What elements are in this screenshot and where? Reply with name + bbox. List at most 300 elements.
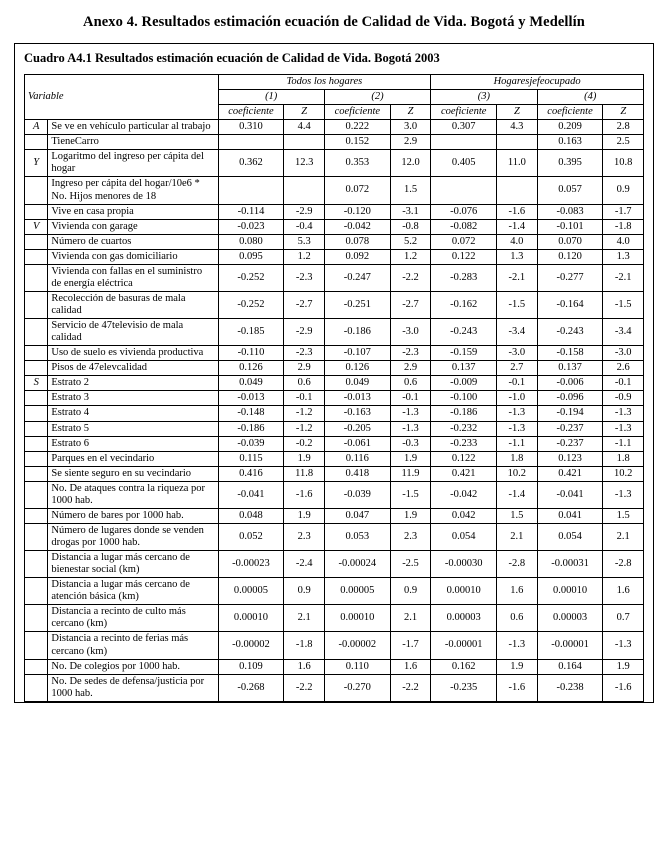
header-model-1: (1): [218, 90, 324, 105]
cell-z1: 11.8: [284, 466, 324, 481]
table-head: [25, 75, 644, 120]
cell-z2: 2.9: [390, 135, 430, 150]
cell-z4: 2.1: [603, 523, 644, 550]
cell-z2: 2.3: [390, 523, 430, 550]
cell-c4: -0.194: [537, 406, 603, 421]
cell-c2: 0.116: [324, 451, 390, 466]
cell-c2: -0.039: [324, 481, 390, 508]
row-group-label: [25, 249, 48, 264]
cell-z2: 12.0: [390, 150, 430, 177]
header-z-2: Z: [390, 105, 430, 120]
cell-c3: 0.307: [431, 120, 497, 135]
cell-c4: 0.070: [537, 234, 603, 249]
cell-z1: -1.6: [284, 481, 324, 508]
cell-c1: -0.185: [218, 319, 284, 346]
row-variable-name: No. De colegios por 1000 hab.: [48, 659, 218, 674]
cell-z3: -0.1: [497, 376, 537, 391]
results-table: [24, 74, 644, 702]
table-row: [25, 481, 644, 508]
row-group-label: [25, 436, 48, 451]
cell-c3: 0.00003: [431, 605, 497, 632]
cell-z3: -2.8: [497, 551, 537, 578]
row-group-label: [25, 234, 48, 249]
cell-c3: -0.159: [431, 346, 497, 361]
cell-z4: 1.9: [603, 659, 644, 674]
cell-c4: -0.158: [537, 346, 603, 361]
cell-z4: -1.3: [603, 406, 644, 421]
cell-c2: 0.418: [324, 466, 390, 481]
table-row: [25, 551, 644, 578]
header-variable: Variable: [25, 75, 219, 120]
cell-z3: -1.3: [497, 632, 537, 659]
cell-c3: 0.122: [431, 451, 497, 466]
header-model-2: (2): [324, 90, 430, 105]
row-group-label: [25, 551, 48, 578]
cell-z1: -2.3: [284, 264, 324, 291]
row-variable-name: Ingreso per cápita del hogar/10e6 * No. Hijos menores de 18: [48, 177, 218, 204]
cell-z4: 0.7: [603, 605, 644, 632]
cell-z2: -2.3: [390, 346, 430, 361]
table-container: [14, 43, 654, 703]
row-variable-name: Recolección de basuras de mala calidad: [48, 291, 218, 318]
cell-z3: 1.9: [497, 659, 537, 674]
row-variable-name: Se siente seguro en su vecindario: [48, 466, 218, 481]
row-group-label: [25, 406, 48, 421]
cell-z4: -0.9: [603, 391, 644, 406]
cell-z1: -1.2: [284, 421, 324, 436]
cell-c3: 0.054: [431, 523, 497, 550]
row-group-label: [25, 135, 48, 150]
cell-z1: 2.3: [284, 523, 324, 550]
header-coef-3: coeficiente: [431, 105, 497, 120]
table-row: [25, 150, 644, 177]
header-row-groups: [25, 75, 644, 90]
row-variable-name: TieneCarro: [48, 135, 218, 150]
row-group-label: [25, 264, 48, 291]
table-row: [25, 508, 644, 523]
cell-z4: 1.6: [603, 578, 644, 605]
table-row: [25, 466, 644, 481]
cell-z4: -3.4: [603, 319, 644, 346]
cell-c4: -0.164: [537, 291, 603, 318]
cell-c4: -0.006: [537, 376, 603, 391]
cell-z3: -1.4: [497, 481, 537, 508]
page-title: Anexo 4. Resultados estimación ecuación de Calidad de Vida. Bogotá y Medellín: [83, 14, 585, 30]
cell-z3: -1.5: [497, 291, 537, 318]
cell-z2: 1.2: [390, 249, 430, 264]
cell-c1: -0.039: [218, 436, 284, 451]
cell-z2: -1.5: [390, 481, 430, 508]
row-variable-name: Vivienda con garage: [48, 219, 218, 234]
cell-c4: -0.00031: [537, 551, 603, 578]
cell-c3: -0.076: [431, 204, 497, 219]
cell-z4: -2.8: [603, 551, 644, 578]
cell-c4: 0.421: [537, 466, 603, 481]
table-row: [25, 421, 644, 436]
cell-z4: -0.1: [603, 376, 644, 391]
cell-c3: -0.232: [431, 421, 497, 436]
row-variable-name: Número de lugares donde se venden drogas por 1000 hab.: [48, 523, 218, 550]
row-group-label: [25, 391, 48, 406]
cell-c2: 0.00005: [324, 578, 390, 605]
row-variable-name: Estrato 2: [48, 376, 218, 391]
cell-c4: -0.238: [537, 674, 603, 701]
cell-c2: -0.247: [324, 264, 390, 291]
cell-z3: -2.1: [497, 264, 537, 291]
cell-z2: 0.9: [390, 578, 430, 605]
cell-c4: 0.395: [537, 150, 603, 177]
cell-c4: -0.237: [537, 436, 603, 451]
cell-c1: 0.115: [218, 451, 284, 466]
cell-z2: -0.8: [390, 219, 430, 234]
cell-c2: -0.013: [324, 391, 390, 406]
cell-c3: 0.421: [431, 466, 497, 481]
cell-c4: -0.277: [537, 264, 603, 291]
cell-c1: -0.00023: [218, 551, 284, 578]
cell-c3: -0.042: [431, 481, 497, 508]
cell-c2: -0.205: [324, 421, 390, 436]
cell-z4: -1.8: [603, 219, 644, 234]
cell-z1: -0.2: [284, 436, 324, 451]
cell-z2: -2.5: [390, 551, 430, 578]
cell-z1: -1.8: [284, 632, 324, 659]
cell-c1: -0.110: [218, 346, 284, 361]
row-group-label: [25, 632, 48, 659]
cell-c1: -0.013: [218, 391, 284, 406]
cell-z2: 5.2: [390, 234, 430, 249]
row-group-label: [25, 421, 48, 436]
cell-z4: 1.8: [603, 451, 644, 466]
cell-c1: -0.00002: [218, 632, 284, 659]
cell-c1: -0.023: [218, 219, 284, 234]
cell-c3: -0.100: [431, 391, 497, 406]
cell-c1: 0.049: [218, 376, 284, 391]
row-variable-name: Distancia a recinto de ferias más cercano (km): [48, 632, 218, 659]
table-row: [25, 451, 644, 466]
cell-z1: 2.9: [284, 361, 324, 376]
row-variable-name: Parques en el vecindario: [48, 451, 218, 466]
cell-z1: -2.2: [284, 674, 324, 701]
row-variable-name: Vivienda con gas domiciliario: [48, 249, 218, 264]
cell-c4: 0.164: [537, 659, 603, 674]
cell-z2: -2.2: [390, 264, 430, 291]
cell-z3: 1.3: [497, 249, 537, 264]
row-variable-name: Uso de suelo es vivienda productiva: [48, 346, 218, 361]
cell-c4: 0.054: [537, 523, 603, 550]
row-variable-name: Estrato 5: [48, 421, 218, 436]
cell-c1: 0.00005: [218, 578, 284, 605]
table-row: [25, 674, 644, 701]
cell-z2: 1.9: [390, 508, 430, 523]
row-variable-name: Estrato 4: [48, 406, 218, 421]
cell-c4: 0.137: [537, 361, 603, 376]
cell-c1: -0.186: [218, 421, 284, 436]
row-group-label: Y: [25, 150, 48, 177]
cell-c1: 0.048: [218, 508, 284, 523]
row-group-label: [25, 466, 48, 481]
cell-z2: -2.7: [390, 291, 430, 318]
row-group-label: S: [25, 376, 48, 391]
cell-z4: -1.7: [603, 204, 644, 219]
cell-c1: 0.310: [218, 120, 284, 135]
cell-c2: 0.047: [324, 508, 390, 523]
cell-c2: -0.270: [324, 674, 390, 701]
table-row: [25, 219, 644, 234]
cell-c2: 0.00010: [324, 605, 390, 632]
cell-z4: -3.0: [603, 346, 644, 361]
cell-z4: 1.3: [603, 249, 644, 264]
cell-c2: -0.163: [324, 406, 390, 421]
table-row: [25, 135, 644, 150]
cell-c4: -0.243: [537, 319, 603, 346]
cell-c3: -0.283: [431, 264, 497, 291]
cell-z4: 10.2: [603, 466, 644, 481]
cell-z3: -3.4: [497, 319, 537, 346]
cell-c2: -0.120: [324, 204, 390, 219]
cell-z3: -1.0: [497, 391, 537, 406]
cell-c2: -0.186: [324, 319, 390, 346]
cell-z3: -1.1: [497, 436, 537, 451]
row-group-label: [25, 508, 48, 523]
cell-c4: 0.123: [537, 451, 603, 466]
cell-c1: 0.052: [218, 523, 284, 550]
cell-c4: 0.209: [537, 120, 603, 135]
row-variable-name: Pisos de 47elevcalidad: [48, 361, 218, 376]
header-group-todos: Todos los hogares: [218, 75, 431, 90]
header-z-4: Z: [603, 105, 644, 120]
cell-z4: 2.6: [603, 361, 644, 376]
cell-z2: 2.9: [390, 361, 430, 376]
row-variable-name: Estrato 6: [48, 436, 218, 451]
cell-c2: 0.049: [324, 376, 390, 391]
table-row: [25, 406, 644, 421]
row-group-label: [25, 204, 48, 219]
cell-c4: 0.00003: [537, 605, 603, 632]
cell-z3: -1.3: [497, 421, 537, 436]
cell-c2: -0.107: [324, 346, 390, 361]
cell-z3: -1.6: [497, 204, 537, 219]
row-group-label: [25, 346, 48, 361]
cell-c4: -0.00001: [537, 632, 603, 659]
cell-z1: 1.6: [284, 659, 324, 674]
row-group-label: [25, 361, 48, 376]
table-row: [25, 632, 644, 659]
header-group-hogares-jefe: Hogaresjefeocupado: [431, 75, 644, 90]
cell-c1: 0.416: [218, 466, 284, 481]
row-variable-name: Vive en casa propia: [48, 204, 218, 219]
cell-z2: -0.3: [390, 436, 430, 451]
row-variable-name: Distancia a lugar más cercano de bienestar social (km): [48, 551, 218, 578]
cell-c2: 0.222: [324, 120, 390, 135]
cell-c3: 0.072: [431, 234, 497, 249]
cell-z1: 1.9: [284, 451, 324, 466]
cell-c3: -0.082: [431, 219, 497, 234]
cell-z2: 3.0: [390, 120, 430, 135]
cell-c2: 0.078: [324, 234, 390, 249]
cell-z3: [497, 177, 537, 204]
cell-z1: -2.9: [284, 204, 324, 219]
row-variable-name: Distancia a lugar más cercano de atención básica (km): [48, 578, 218, 605]
cell-z1: 1.9: [284, 508, 324, 523]
cell-z2: -3.1: [390, 204, 430, 219]
row-group-label: [25, 578, 48, 605]
cell-c1: 0.362: [218, 150, 284, 177]
cell-c1: -0.148: [218, 406, 284, 421]
row-group-label: [25, 523, 48, 550]
cell-c1: 0.00010: [218, 605, 284, 632]
cell-z3: 4.3: [497, 120, 537, 135]
cell-c3: 0.162: [431, 659, 497, 674]
cell-z2: 0.6: [390, 376, 430, 391]
table-row: [25, 376, 644, 391]
cell-c4: -0.096: [537, 391, 603, 406]
cell-c4: 0.120: [537, 249, 603, 264]
cell-z2: -1.3: [390, 406, 430, 421]
cell-c2: 0.353: [324, 150, 390, 177]
cell-z4: 1.5: [603, 508, 644, 523]
cell-c2: -0.00002: [324, 632, 390, 659]
cell-c3: 0.00010: [431, 578, 497, 605]
cell-z1: 0.9: [284, 578, 324, 605]
cell-c1: -0.252: [218, 264, 284, 291]
cell-c1: 0.080: [218, 234, 284, 249]
cell-z3: -1.6: [497, 674, 537, 701]
cell-z4: 2.8: [603, 120, 644, 135]
cell-c1: -0.114: [218, 204, 284, 219]
cell-z2: -2.2: [390, 674, 430, 701]
cell-z3: 2.1: [497, 523, 537, 550]
table-row: [25, 249, 644, 264]
cell-c3: 0.405: [431, 150, 497, 177]
cell-z4: -1.5: [603, 291, 644, 318]
cell-z2: -1.7: [390, 632, 430, 659]
cell-c1: -0.041: [218, 481, 284, 508]
cell-z3: 4.0: [497, 234, 537, 249]
table-row: [25, 291, 644, 318]
cell-c3: -0.243: [431, 319, 497, 346]
row-variable-name: Número de cuartos: [48, 234, 218, 249]
cell-c4: 0.057: [537, 177, 603, 204]
header-coef-2: coeficiente: [324, 105, 390, 120]
cell-z2: 1.6: [390, 659, 430, 674]
cell-z1: -2.9: [284, 319, 324, 346]
cell-z3: -1.3: [497, 406, 537, 421]
cell-c4: -0.101: [537, 219, 603, 234]
cell-z2: -0.1: [390, 391, 430, 406]
cell-c1: [218, 135, 284, 150]
cell-z3: 1.6: [497, 578, 537, 605]
cell-z4: -1.3: [603, 481, 644, 508]
cell-c3: 0.042: [431, 508, 497, 523]
cell-z1: -2.3: [284, 346, 324, 361]
cell-z1: 0.6: [284, 376, 324, 391]
cell-c3: -0.233: [431, 436, 497, 451]
cell-z4: -2.1: [603, 264, 644, 291]
cell-z1: 4.4: [284, 120, 324, 135]
cell-z3: 10.2: [497, 466, 537, 481]
table-row: [25, 120, 644, 135]
cell-c2: 0.092: [324, 249, 390, 264]
cell-c1: 0.095: [218, 249, 284, 264]
cell-c2: -0.042: [324, 219, 390, 234]
cell-z1: 2.1: [284, 605, 324, 632]
cell-c1: [218, 177, 284, 204]
table-body: [25, 120, 644, 702]
table-row: [25, 523, 644, 550]
cell-c3: -0.00001: [431, 632, 497, 659]
cell-z3: [497, 135, 537, 150]
row-variable-name: Se ve en vehículo particular al trabajo: [48, 120, 218, 135]
row-variable-name: Estrato 3: [48, 391, 218, 406]
cell-z4: -1.1: [603, 436, 644, 451]
cell-z2: -3.0: [390, 319, 430, 346]
cell-z3: 11.0: [497, 150, 537, 177]
table-caption: Cuadro A4.1 Resultados estimación ecuación de Calidad de Vida. Bogotá 2003: [24, 51, 440, 65]
row-group-label: [25, 451, 48, 466]
cell-c2: 0.152: [324, 135, 390, 150]
cell-z3: 2.7: [497, 361, 537, 376]
cell-z4: 0.9: [603, 177, 644, 204]
row-group-label: [25, 659, 48, 674]
cell-z3: -1.4: [497, 219, 537, 234]
cell-z1: -0.4: [284, 219, 324, 234]
table-row: [25, 659, 644, 674]
cell-c3: -0.009: [431, 376, 497, 391]
table-row: [25, 391, 644, 406]
table-row: [25, 346, 644, 361]
cell-z4: 4.0: [603, 234, 644, 249]
cell-z3: 1.5: [497, 508, 537, 523]
cell-z1: [284, 177, 324, 204]
header-model-3: (3): [431, 90, 537, 105]
cell-z4: -1.6: [603, 674, 644, 701]
table-row: [25, 319, 644, 346]
cell-c2: -0.061: [324, 436, 390, 451]
cell-c2: 0.126: [324, 361, 390, 376]
cell-c4: -0.237: [537, 421, 603, 436]
table-row: [25, 605, 644, 632]
table-row: [25, 436, 644, 451]
cell-z4: -1.3: [603, 421, 644, 436]
header-coef-4: coeficiente: [537, 105, 603, 120]
cell-c1: 0.126: [218, 361, 284, 376]
cell-c4: 0.163: [537, 135, 603, 150]
row-group-label: [25, 605, 48, 632]
cell-z2: -1.3: [390, 421, 430, 436]
cell-c3: 0.137: [431, 361, 497, 376]
cell-c4: -0.041: [537, 481, 603, 508]
cell-z2: 1.9: [390, 451, 430, 466]
table-row: [25, 204, 644, 219]
cell-c1: -0.252: [218, 291, 284, 318]
cell-z2: 2.1: [390, 605, 430, 632]
table-row: [25, 264, 644, 291]
cell-c2: 0.110: [324, 659, 390, 674]
row-variable-name: Logaritmo del ingreso per cápita del hogar: [48, 150, 218, 177]
cell-z4: -1.3: [603, 632, 644, 659]
cell-c2: -0.251: [324, 291, 390, 318]
cell-z1: [284, 135, 324, 150]
cell-c3: [431, 177, 497, 204]
cell-z1: 1.2: [284, 249, 324, 264]
cell-c2: 0.072: [324, 177, 390, 204]
cell-c3: -0.00030: [431, 551, 497, 578]
cell-z3: -3.0: [497, 346, 537, 361]
cell-z4: 10.8: [603, 150, 644, 177]
cell-z3: 1.8: [497, 451, 537, 466]
cell-c4: 0.00010: [537, 578, 603, 605]
cell-c1: -0.268: [218, 674, 284, 701]
